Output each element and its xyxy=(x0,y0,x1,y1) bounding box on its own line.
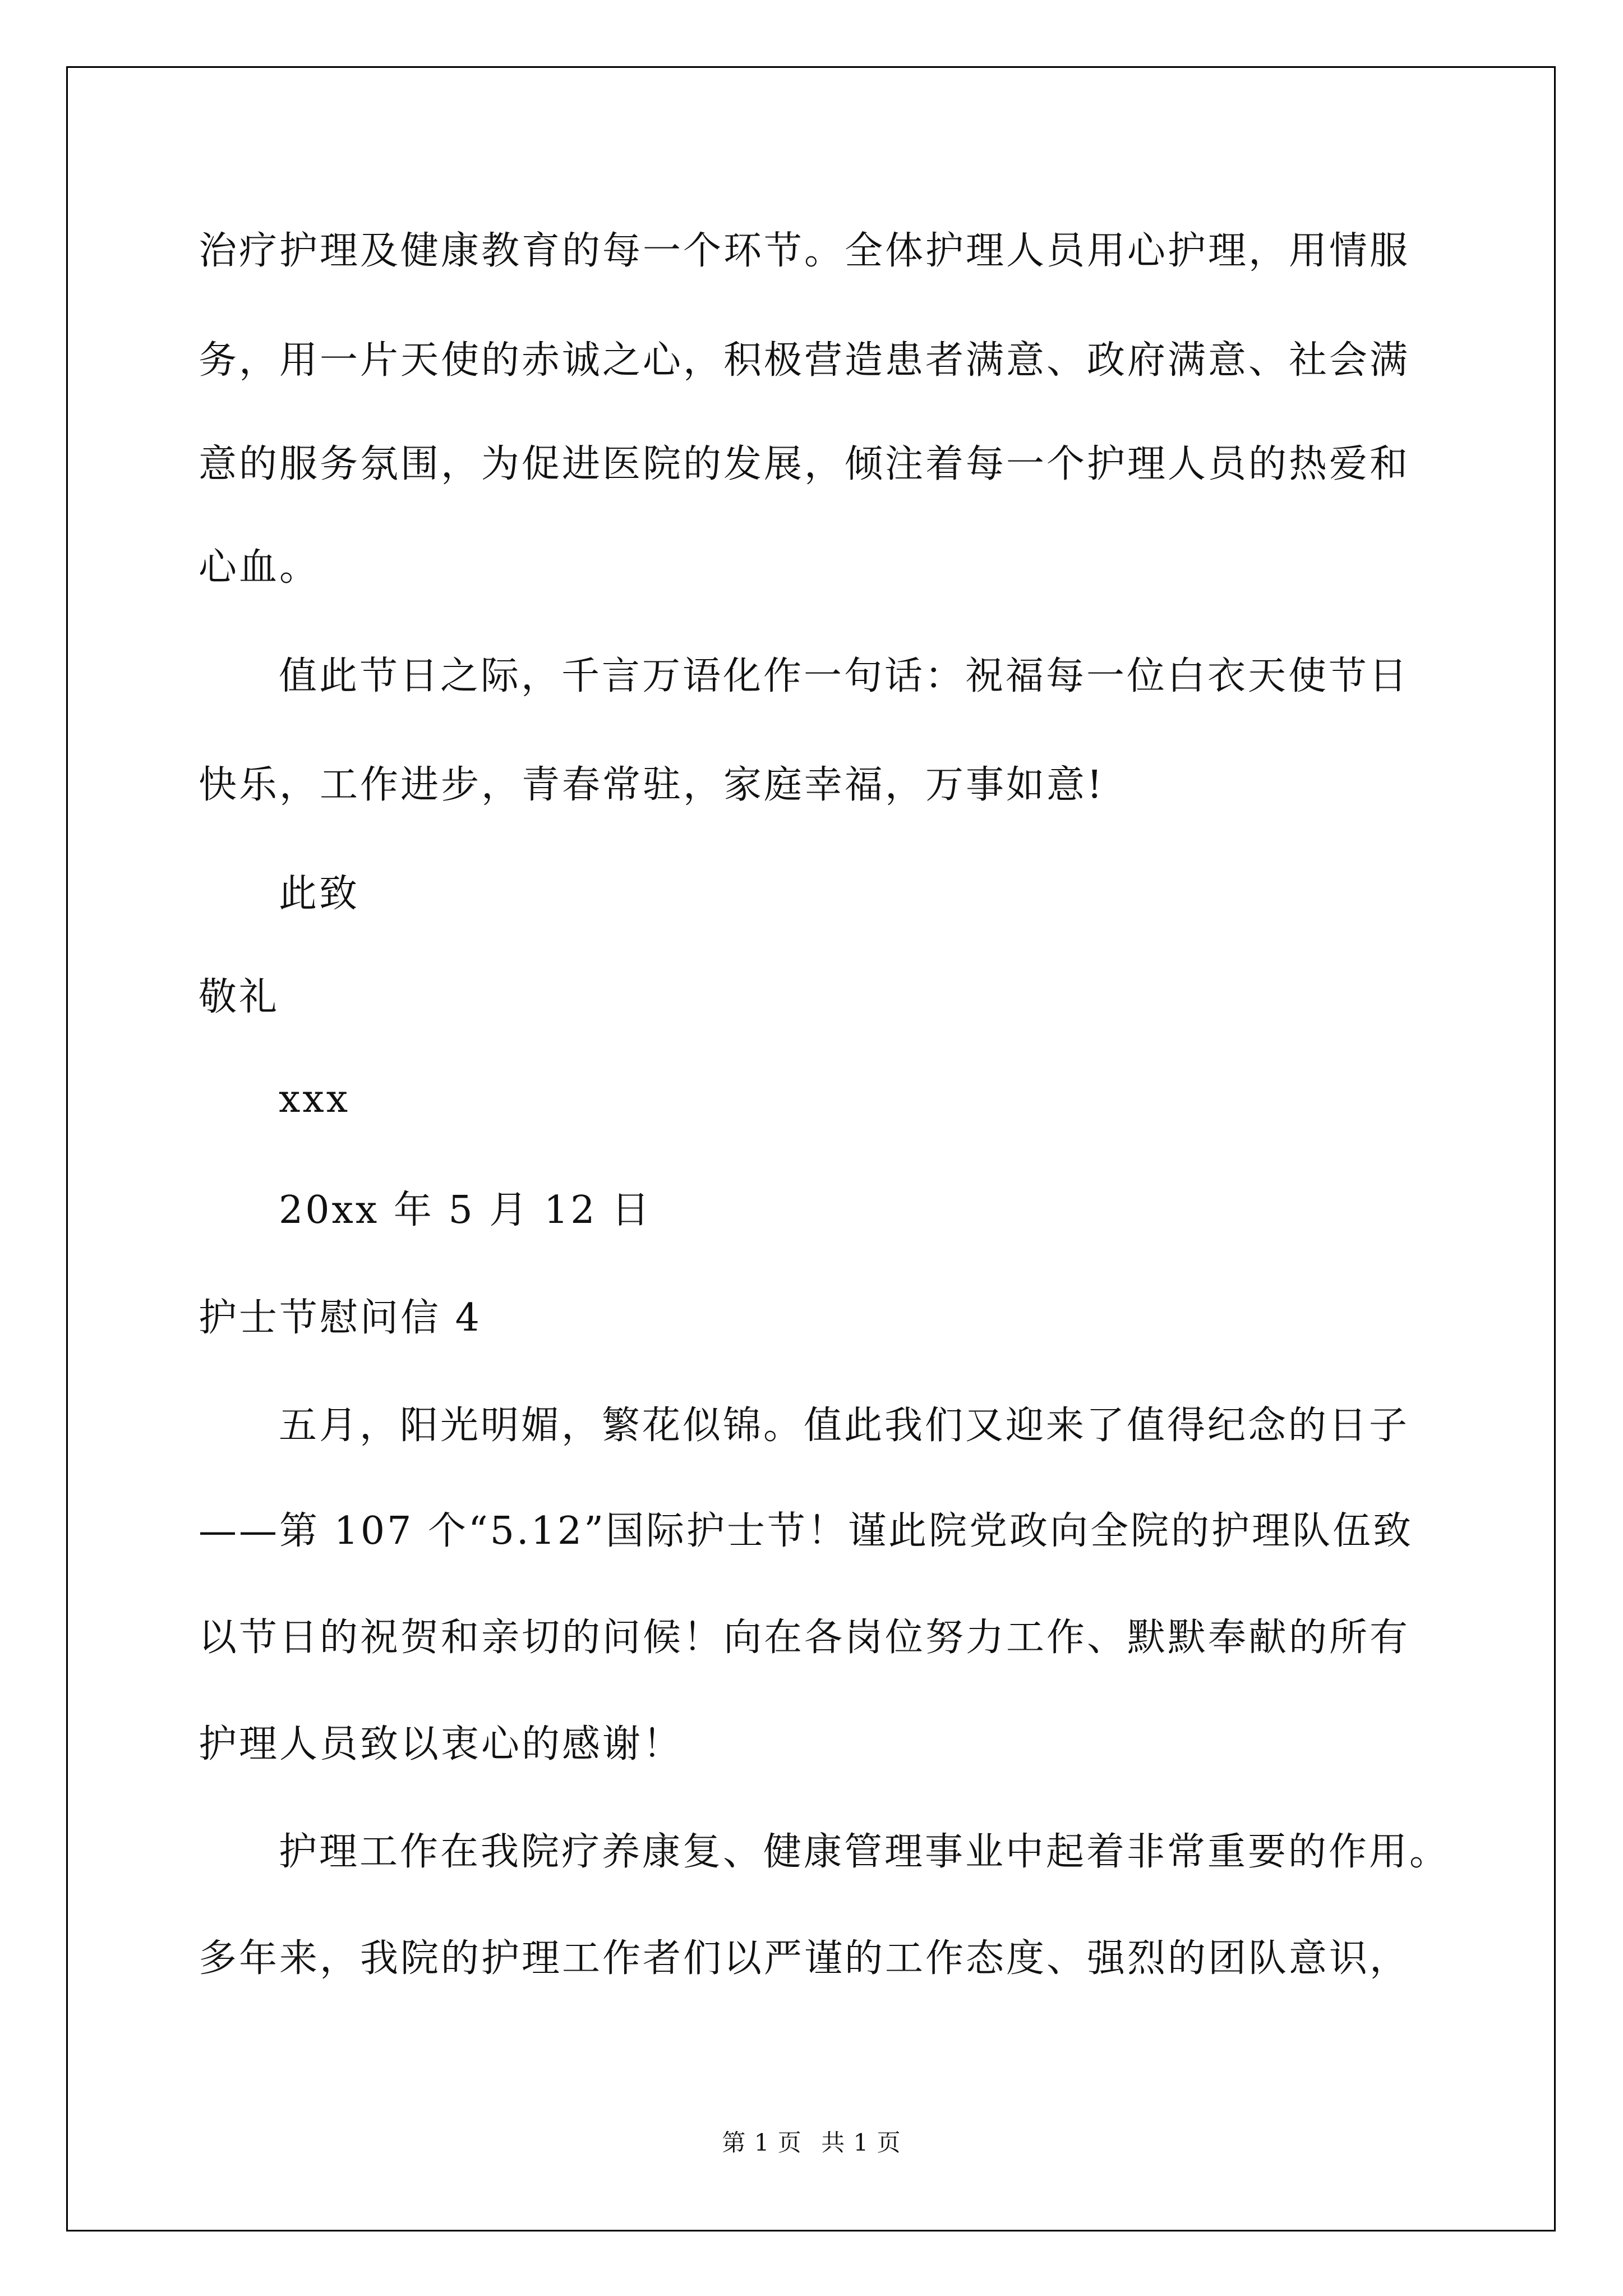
section-heading: 护士节慰问信 4 xyxy=(199,1296,482,1340)
letter-date: 20xx 年 5 月 12 日 xyxy=(279,1188,652,1232)
body-line: 心血。 xyxy=(199,545,320,590)
closing-regards: 敬礼 xyxy=(199,975,280,1019)
body-line: 务，用一片天使的赤诚之心，积极营造患者满意、政府满意、社会满 xyxy=(199,338,1410,383)
body-line: 治疗护理及健康教育的每一个环节。全体护理人员用心护理，用情服 xyxy=(199,229,1410,273)
body-line: 护理工作在我院疗养康复、健康管理事业中起着非常重要的作用。 xyxy=(279,1830,1450,1874)
body-line: 多年来，我院的护理工作者们以严谨的工作态度、强烈的团队意识， xyxy=(199,1936,1410,1981)
page-number: 第 1 页 xyxy=(722,2129,802,2156)
closing-salutation: 此致 xyxy=(279,872,360,916)
body-line: 以节日的祝贺和亲切的问候！向在各岗位努力工作、默默奉献的所有 xyxy=(199,1616,1410,1660)
page-total: 共 1 页 xyxy=(821,2129,901,2156)
body-line: 护理人员致以衷心的感谢！ xyxy=(199,1722,684,1766)
page-border xyxy=(66,66,1556,2231)
body-line: 快乐，工作进步，青春常驻，家庭幸福，万事如意! xyxy=(199,763,1105,807)
signature: xxx xyxy=(279,1077,351,1121)
body-line: 值此节日之际，千言万语化作一句话：祝福每一位白衣天使节日 xyxy=(279,654,1410,698)
body-line: 五月，阳光明媚，繁花似锦。值此我们又迎来了值得纪念的日子 xyxy=(279,1404,1410,1448)
body-line: 意的服务氛围，为促进医院的发展，倾注着每一个护理人员的热爱和 xyxy=(199,442,1410,486)
page-footer xyxy=(0,2129,1623,2157)
body-line: ——第 107 个“5.12”国际护士节！谨此院党政向全院的护理队伍致 xyxy=(199,1509,1413,1553)
